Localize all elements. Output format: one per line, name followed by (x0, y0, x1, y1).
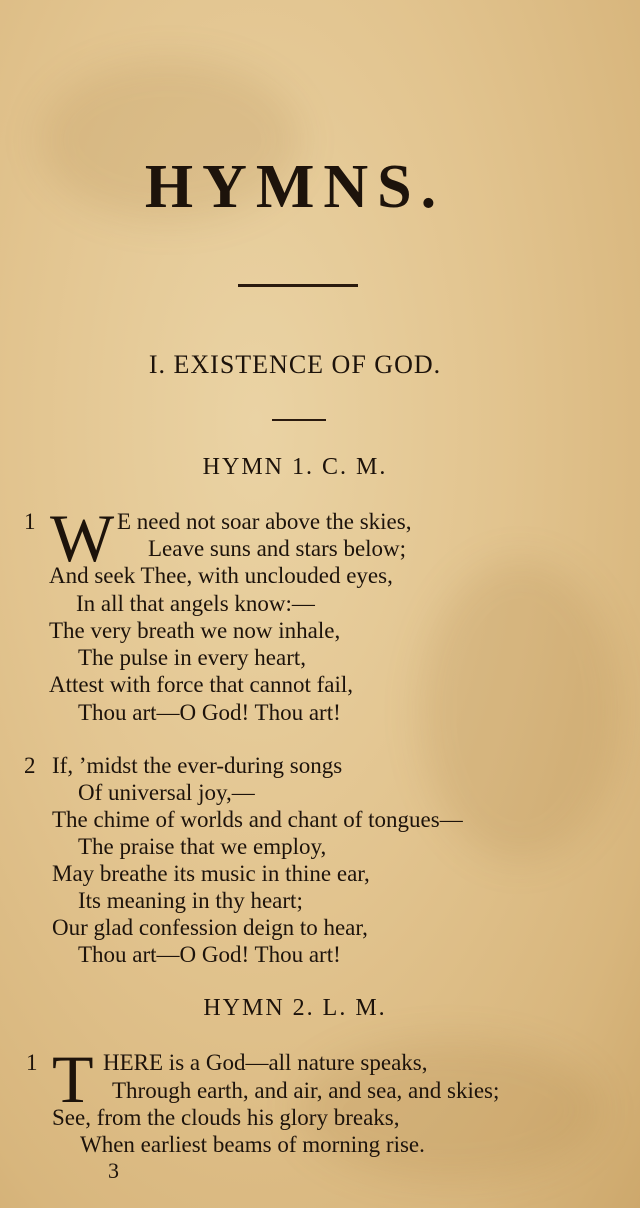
verse-number: 2 (24, 753, 36, 778)
verse-line: The chime of worlds and chant of tongues— (52, 807, 463, 832)
verse-line: The pulse in every heart, (78, 645, 306, 670)
section-heading: I. EXISTENCE OF GOD. (148, 350, 442, 379)
verse-line: HERE is a God—all nature speaks, (103, 1050, 428, 1075)
verse-line: The praise that we employ, (78, 834, 327, 859)
verse-number: 1 (24, 509, 36, 534)
drop-cap: T (52, 1041, 94, 1117)
verse-line: Its meaning in thy heart; (78, 888, 303, 913)
verse-line: In all that angels know:— (76, 591, 315, 616)
verse-line: And seek Thee, with unclouded eyes, (49, 563, 393, 588)
verse-line: When earliest beams of morning rise. (80, 1132, 425, 1157)
page-number: 3 (108, 1158, 119, 1183)
hymn-heading: HYMN 2. L. M. (203, 995, 387, 1021)
verse-line: The very breath we now inhale, (49, 618, 341, 643)
verse-line: Leave suns and stars below; (148, 536, 407, 561)
verse-line: Thou art—O God! Thou art! (78, 942, 341, 967)
verse-line: Our glad confession deign to hear, (52, 915, 368, 940)
verse-number: 1 (26, 1050, 38, 1075)
title-divider (238, 284, 358, 287)
verse-line: Through earth, and air, and sea, and skies; (112, 1078, 500, 1103)
hymn-heading: HYMN 1. C. M. (202, 454, 388, 480)
page-title: HYMNS. (144, 153, 446, 221)
verse-line: Attest with force that cannot fail, (49, 672, 354, 697)
verse-line: See, from the clouds his glory breaks, (52, 1105, 400, 1130)
drop-cap: W (50, 500, 115, 576)
verse-line: Of universal joy,— (78, 780, 255, 805)
verse-line: Thou art—O God! Thou art! (78, 700, 341, 725)
verse-line: E need not soar above the skies, (117, 509, 412, 534)
section-divider (272, 419, 326, 421)
verse-line: May breathe its music in thine ear, (52, 861, 370, 886)
verse-line: If, ’midst the ever-during songs (52, 753, 343, 778)
